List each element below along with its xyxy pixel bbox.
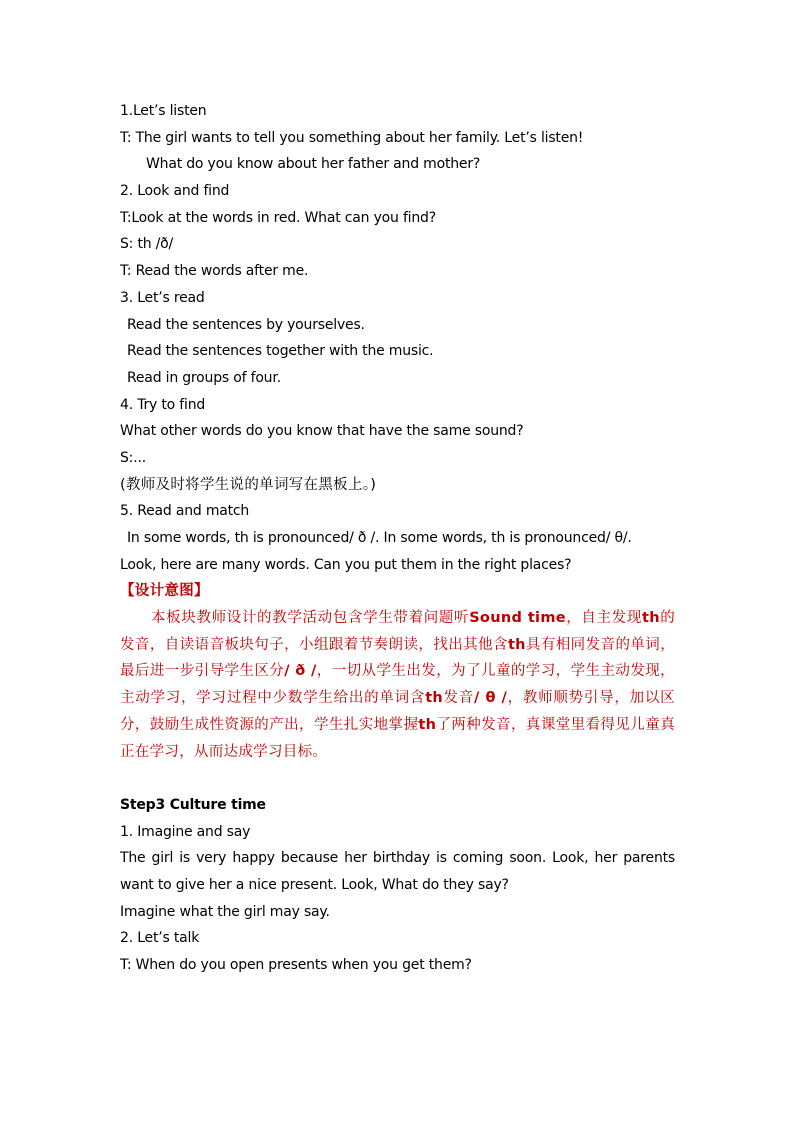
step-heading-look-and-find: 2. Look and find [120, 183, 230, 200]
instruction-line: Imagine what the girl may say. [120, 903, 330, 920]
section-title-step3: Step3 Culture time [120, 796, 266, 813]
design-text: 的发音，自读语音板块句子，小组跟着节奏朗读，找出其他含 [120, 610, 675, 653]
teacher-note: (教师及时将学生说的单词写在黑板上。) [120, 476, 377, 493]
highlight-term: th [507, 636, 526, 653]
design-intent-paragraph [120, 605, 675, 765]
design-text: ，自主发现 [565, 610, 642, 627]
instruction-line: Read in groups of four. [127, 369, 281, 386]
instruction-line: Read the sentences together with the music. [127, 343, 434, 360]
question-line: What other words do you know that have the same sound? [120, 423, 524, 440]
question-line: What do you know about her father and mother? [146, 156, 481, 173]
teacher-line: T: Read the words after me. [120, 263, 309, 280]
highlight-term: Sound time [469, 610, 566, 627]
highlight-term: / θ / [474, 690, 508, 707]
step-heading-imagine-and-say: 1. Imagine and say [120, 823, 251, 840]
design-intent-heading: 【设计意图】 [120, 583, 209, 600]
instruction-line: Look, here are many words. Can you put them in the right places? [120, 556, 572, 573]
highlight-term: / ð / [284, 663, 317, 680]
highlight-term: th [425, 690, 444, 707]
teacher-line: T: The girl wants to tell you something about her family. Let’s listen! [120, 129, 584, 146]
step-heading-try-to-find: 4. Try to find [120, 396, 206, 413]
step-heading-read-and-match: 5. Read and match [120, 503, 250, 520]
story-paragraph: The girl is very happy because her birthday is coming soon. Look, her parents want to give her a nice present. Look, What do they say? [120, 850, 675, 894]
design-text: 发音 [443, 690, 475, 707]
highlight-term: th [418, 716, 437, 733]
design-text: 具有相同发音的单词，最后进一步引导学生区分 [120, 636, 675, 680]
teacher-line: T:Look at the words in red. What can you find? [120, 209, 436, 226]
design-text: ，一切从学生出发，为了儿童的学习，学生主动发现，主动学习，学习过程中少数学生给出的单词含 [120, 663, 675, 707]
student-line: S:... [120, 449, 146, 466]
step-heading-lets-talk: 2. Let’s talk [120, 930, 200, 947]
document-page [120, 98, 675, 979]
student-line: S: th /ð/ [120, 236, 174, 253]
step-heading-lets-read: 3. Let’s read [120, 289, 205, 306]
pronunciation-line: In some words, th is pronounced/ ð /. In some words, th is pronounced/ θ/. [127, 530, 632, 546]
instruction-line: Read the sentences by yourselves. [127, 316, 365, 333]
design-text: 了两种发音，真课堂里看得见儿童真正在学习，从而达成学习目标。 [120, 716, 675, 760]
design-text: 本板块教师设计的教学活动包含学生带着问题听 [151, 610, 470, 627]
teacher-line: T: When do you open presents when you get them? [120, 957, 472, 974]
design-text: ，教师顺势引导，加以区分，鼓励生成性资源的产出，学生扎实地掌握 [120, 690, 675, 733]
blank-line [120, 765, 675, 792]
step-heading-lets-listen: 1.Let’s listen [120, 103, 207, 119]
highlight-term: th [641, 610, 660, 627]
